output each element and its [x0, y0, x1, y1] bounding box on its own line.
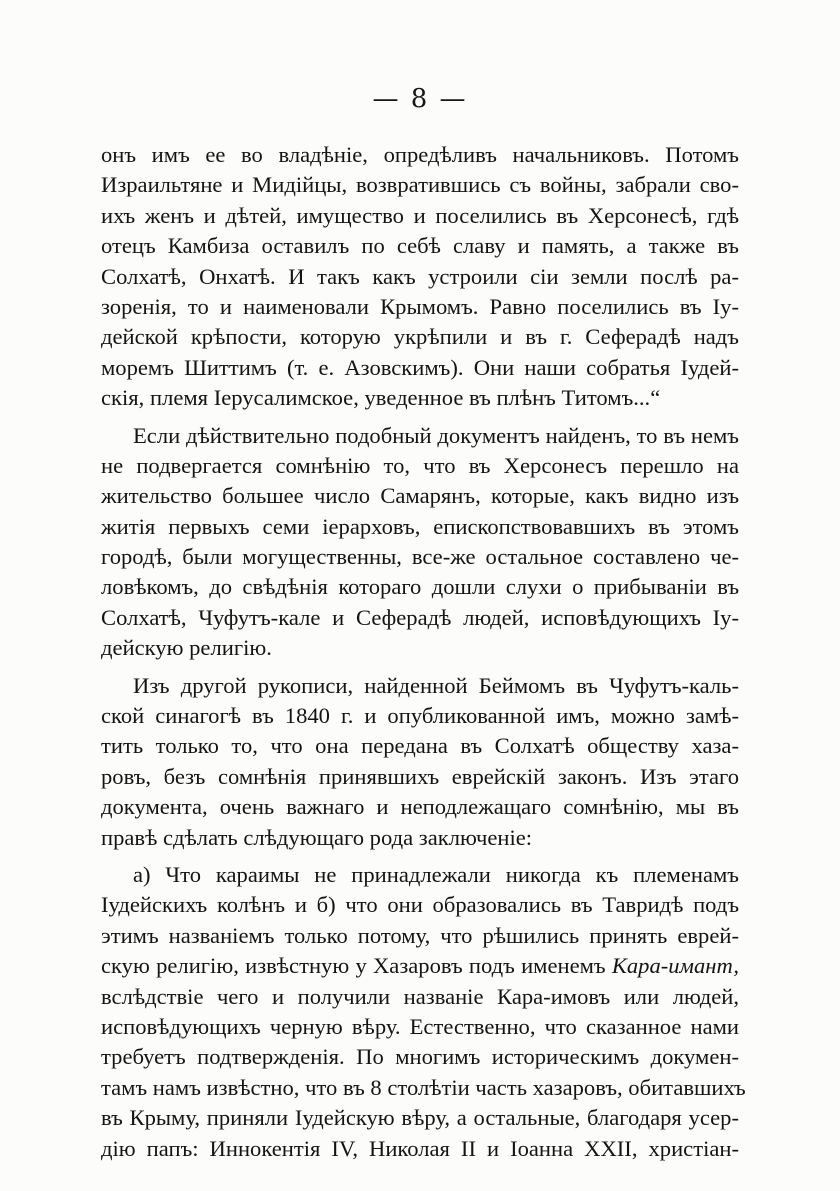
text-line: Солхатѣ, Чуфутъ-кале и Сеферадѣ людей, исповѣдующихъ Іу- [101, 604, 739, 630]
text-line: онъ имъ ее во владѣніе, опредѣливъ начальниковъ. Потомъ [101, 142, 739, 167]
text-line: зоренія, то и наименовали Крымомъ. Равно поселились въ Іу- [101, 293, 739, 319]
text-line: а) Что караимы не принадлежали никогда къ племенамъ [133, 861, 739, 887]
paragraph [101, 140, 739, 414]
text-line: ской синагогѣ въ 1840 г. и опубликованной имъ, можно замѣ- [101, 703, 739, 729]
text-line: Израильтяне и Мидійцы, возвратившись съ войны, забрали сво- [101, 172, 739, 198]
text-line: скія, племя Іерусалимское, уведенное въ плѣнъ Титомъ...“ [101, 385, 661, 411]
text-line: моремъ Шиттимъ (т. е. Азовскимъ). Они наши собратья Іудей- [101, 354, 739, 380]
text-line: дію папъ: Иннокентія IV, Николая II и Іоанна XXII, христіан- [101, 1135, 739, 1161]
italic-term: Кара-имант, [611, 953, 740, 979]
text-line: дейскую религію. [101, 635, 272, 661]
text-line: Если дѣйствительно подобный документъ найденъ, то въ немъ [133, 422, 739, 448]
text-line: Солхатѣ, Онхатѣ. И такъ какъ устроили сіи земли послѣ ра- [101, 263, 739, 289]
text-line: ихъ женъ и дѣтей, имущество и поселились въ Херсонесѣ, гдѣ [101, 202, 739, 228]
text-line: ловѣкомъ, до свѣдѣнія котораго дошли слухи о прибываніи въ [101, 574, 739, 600]
text-line: дейской крѣпости, которую укрѣпили и въ г. Сеферадѣ надъ [101, 324, 739, 350]
text-line: исповѣдующихъ черную вѣру. Естественно, что сказанное нами [101, 1013, 739, 1039]
text-line: требуетъ подтвержденія. По многимъ историческимъ докумен- [101, 1044, 739, 1070]
text-line: не подвергается сомнѣнію то, что въ Херсонесъ перешло на [101, 452, 739, 478]
text-line-with-italic [101, 951, 739, 981]
text-fragment: скую религію, извѣстную у Хазаровъ подъ именемъ [101, 953, 606, 979]
text-line: отецъ Камбиза оставилъ по себѣ славу и память, а также въ [101, 233, 739, 259]
text-line: вслѣдствіе чего и получили названіе Кара-имовъ или людей, [101, 983, 739, 1009]
text-line: городѣ, были могущественны, все-же остальное составлено че- [101, 544, 739, 570]
text-line: Іудейскихъ колѣнъ и б) что они образовались въ Тавридѣ подъ [101, 892, 739, 918]
text-line: жительство большее число Самарянъ, которые, какъ видно изъ [101, 483, 739, 509]
paragraph [101, 421, 739, 664]
body-text [101, 140, 746, 1164]
paragraph [101, 860, 746, 1164]
text-line: правѣ сдѣлать слѣдующаго рода заключеніе: [101, 824, 533, 850]
text-line: Изъ другой рукописи, найденной Беймомъ въ Чуфутъ-каль- [133, 672, 739, 698]
text-line: тамъ намъ извѣстно, что въ 8 столѣтіи часть хазаровъ, обитавшихъ [101, 1074, 746, 1100]
text-line: этимъ названіемъ только потому, что рѣшились принять еврей- [101, 922, 739, 948]
text-line: въ Крыму, приняли Іудейскую вѣру, а остальные, благодаря усер- [101, 1105, 739, 1131]
text-line: ровъ, безъ сомнѣнія принявшихъ еврейскій законъ. Изъ этаго [101, 763, 739, 789]
page-number: — 8 — [372, 84, 468, 114]
text-line: житія первыхъ семи іерарховъ, епископствовавшихъ въ этомъ [101, 513, 739, 539]
paragraph [101, 671, 739, 853]
text-line: тить только то, что она передана въ Солхатѣ обществу хаза- [101, 733, 739, 759]
text-line: документа, очень важнаго и неподлежащаго сомнѣнію, мы въ [101, 794, 739, 820]
